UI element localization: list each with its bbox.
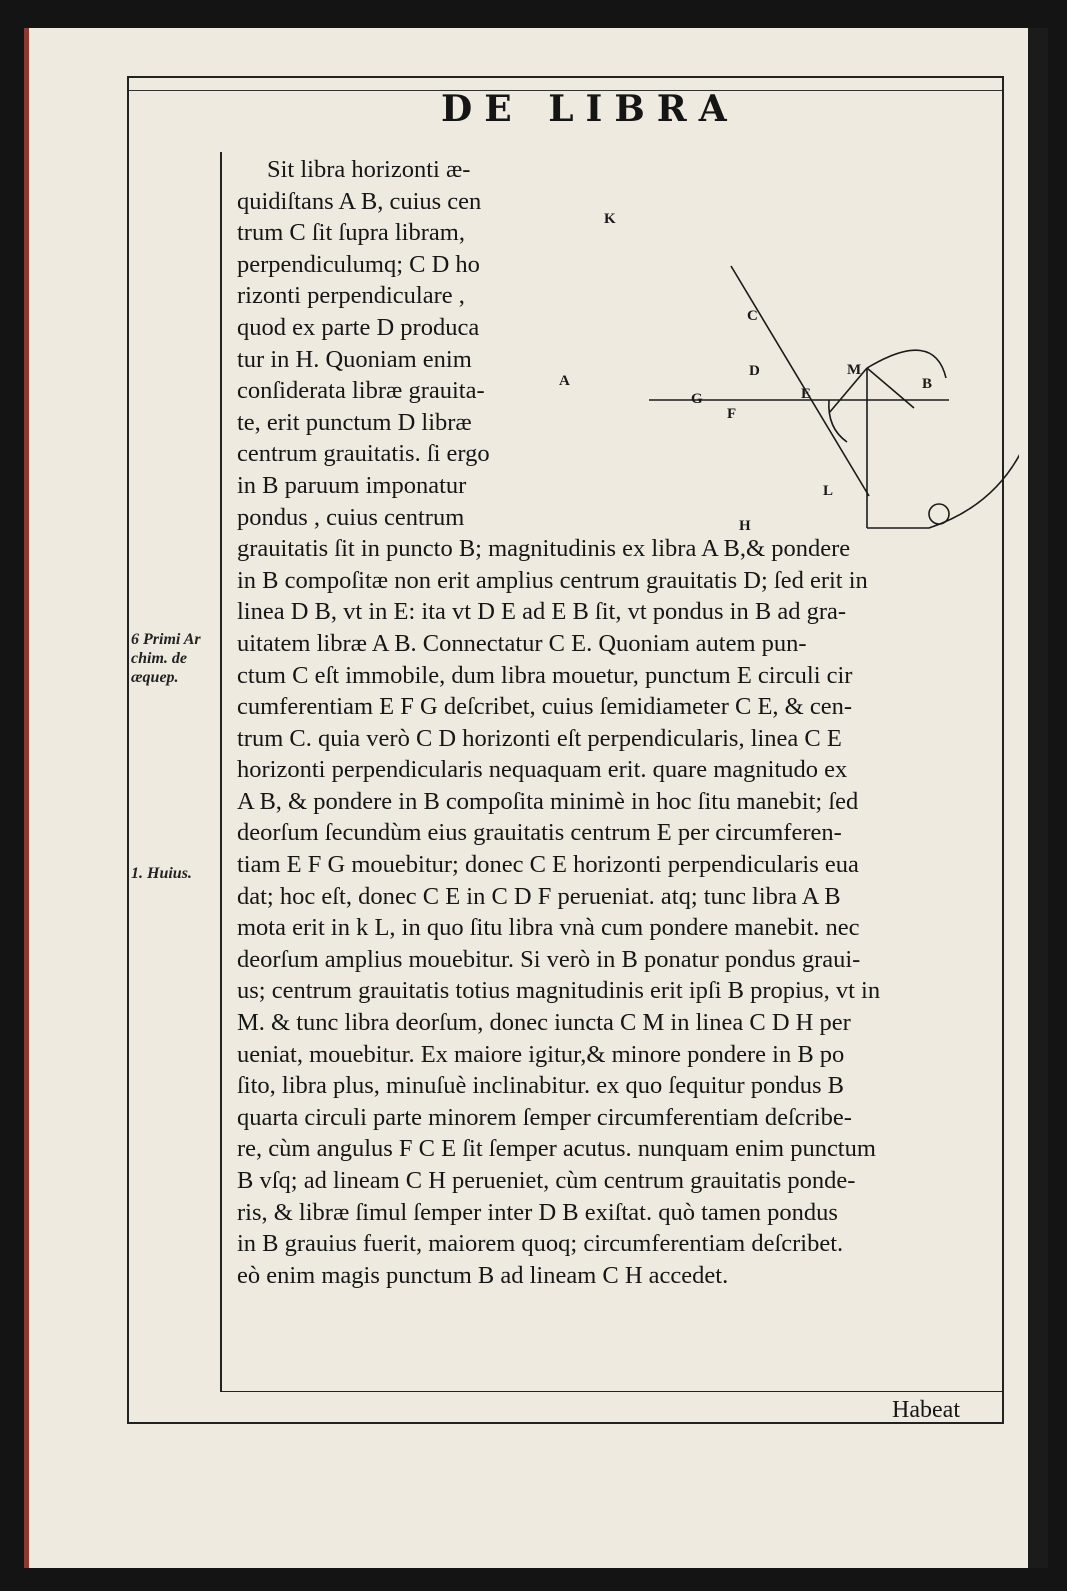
margin-rule (220, 152, 222, 1392)
text-line: pondus , cuius centrum (237, 503, 465, 531)
text-line: quarta circuli parte minorem ſemper circumferentiam deſcribe- (237, 1103, 852, 1131)
text-line: in B paruum imponatur (237, 471, 467, 499)
text-line: A B, & pondere in B compoſita minimè in hoc ſitu manebit; ſed (237, 787, 859, 815)
text-line: horizonti perpendicularis nequaquam erit. quare magnitudo ex (237, 756, 848, 784)
text-line: us; centrum grauitatis totius magnitudinis erit ipſi B propius, vt in (237, 977, 881, 1005)
text-line: ueniat, mouebitur. Ex maiore igitur,& minore pondere in B po (237, 1040, 845, 1068)
margin-note-line: 1. Huius. (131, 865, 192, 882)
footer-rule (220, 1391, 1002, 1392)
diagram-label: G (691, 391, 703, 407)
weight-l (929, 504, 949, 524)
diagram-label: D (749, 363, 760, 379)
diagram-label: E (801, 386, 812, 402)
text-line: trum C ſit ſupra libram, (237, 219, 465, 247)
text-line: eò enim magis punctum B ad lineam C H accedet. (237, 1261, 729, 1289)
text-line: rizonti perpendiculare , (237, 282, 465, 310)
diagram-label: K (604, 211, 616, 227)
text-line: Sit libra horizonti æ- (267, 156, 471, 183)
text-line: uitatem libræ A B. Connectatur C E. Quoniam autem pun- (237, 629, 807, 657)
margin-note-line: chim. de (131, 650, 187, 667)
geometric-figure (649, 228, 1019, 558)
line-kl (731, 266, 869, 496)
text-line: linea D B, vt in E: ita vt D E ad E B ſit, vt pondus in B ad gra- (237, 598, 847, 626)
line-ce (867, 368, 914, 408)
text-line: te, erit punctum D libræ (237, 408, 472, 436)
diagram-label: F (727, 406, 737, 422)
text-line: quidiſtans A B, cuius cen (237, 187, 482, 215)
text-line: dat; hoc eſt, donec C E in C D F perueniat. atq; tunc libra A B (237, 882, 841, 910)
text-line: re, cùm angulus F C E ſit ſemper acutus. nunquam enim punctum (237, 1135, 876, 1163)
book-page (24, 28, 1048, 1568)
diagram-label: C (747, 308, 758, 324)
text-line: M. & tunc libra deorſum, donec iuncta C M in linea C D H per (237, 1009, 851, 1037)
diagram-label: L (823, 483, 834, 499)
text-line: in B grauius fuerit, maiorem quoq; circumferentiam deſcribet. (237, 1230, 844, 1258)
margin-note-line: æquep. (131, 669, 179, 686)
text-line: ris, & libræ ſimul ſemper inter D B exiſtat. quò tamen pondus (237, 1198, 838, 1226)
text-line: mota erit in k L, in quo ſitu libra vnà cum pondere manebit. nec (237, 914, 860, 942)
text-line: deorſum ſecundùm eius grauitatis centrum E per circumferen- (237, 819, 842, 847)
arc-bl (867, 400, 1019, 528)
text-line: tur in H. Quoniam enim (237, 345, 472, 373)
text-line: centrum grauitatis. ſi ergo (237, 440, 490, 468)
diagram-label: M (847, 362, 862, 378)
diagram-label: H (739, 518, 751, 534)
margin-note-huius (131, 864, 223, 883)
margin-note-line: 6 Primi Ar (131, 631, 201, 648)
text-line: trum C. quia verò C D horizonti eſt perpendicularis, linea C E (237, 724, 842, 752)
text-line: deorſum amplius mouebitur. Si verò in B ponatur pondus graui- (237, 945, 861, 973)
text-line: conſiderata libræ grauita- (237, 377, 485, 405)
text-line: B vſq; ad lineam C H perueniet, cùm centrum grauitatis ponde- (237, 1167, 856, 1194)
text-line: perpendiculumq; C D ho (237, 250, 480, 278)
diagram-label: B (922, 376, 933, 392)
text-line: ctum C eſt immobile, dum libra mouetur, punctum E circuli cir (237, 661, 853, 689)
text-line: tiam E F G mouebitur; donec C E horizonti perpendicularis eua (237, 851, 859, 879)
text-line: quod ex parte D produca (237, 313, 480, 341)
text-line: grauitatis ſit in puncto B; magnitudinis ex libra A B,& pondere (237, 535, 851, 563)
text-line: ſito, libra plus, minuſuè inclinabitur. ex quo ſequitur pondus B (237, 1072, 844, 1100)
margin-note-archimedes (131, 630, 223, 687)
arc-efg (829, 400, 847, 442)
running-title: DE LIBRA (441, 88, 739, 130)
text-line: in B compoſitæ non erit amplius centrum grauitatis D; ſed erit in (237, 566, 868, 594)
text-frame (127, 76, 1004, 1424)
arc-cm (867, 350, 946, 378)
book-spine (1028, 28, 1048, 1568)
text-line: cumferentiam E F G deſcribet, cuius ſemidiameter C E, & cen- (237, 693, 853, 721)
catchword: Habeat (892, 1397, 960, 1423)
diagram-label: A (559, 373, 570, 389)
